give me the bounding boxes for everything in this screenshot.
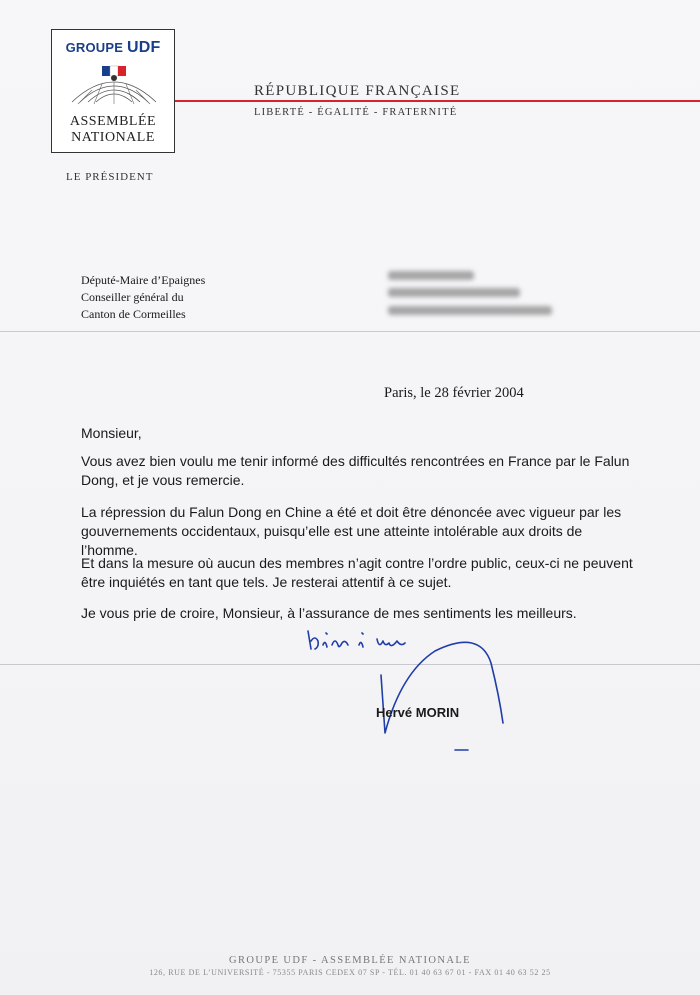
paragraph: Je vous prie de croire, Monsieur, à l’assurance de mes sentiments les meilleurs.: [81, 605, 577, 621]
paragraph: La répression du Falun Dong en Chine a été et doit être dénoncée avec vigueur par les gouvernements occidentaux, puisqu’elle est une atteinte intolérable aux droits de l’homme.: [81, 504, 622, 558]
footer-organization: GROUPE UDF - ASSEMBLÉE NATIONALE: [229, 955, 471, 966]
country-heading: RÉPUBLIQUE FRANÇAISE: [254, 83, 461, 99]
motto: LIBERTÉ - ÉGALITÉ - FRATERNITÉ: [254, 107, 458, 118]
sender-line: Député-Maire d’Epaignes: [81, 273, 206, 287]
sender-block: [81, 272, 205, 323]
paragraph: Et dans la mesure où aucun des membres n’agit contre l’ordre public, ceux-ci ne peuvent être inquiétés en tant que tels. Je resterai attentif à ce sujet.: [81, 555, 633, 590]
logo-group-prefix: GROUPE: [65, 40, 124, 55]
paragraph: Vous avez bien voulu me tenir informé des difficultés rencontrées en France par le Falun Dong, et je vous remercie.: [81, 453, 630, 488]
sender-line: Conseiller général du: [81, 290, 184, 304]
logo-assembly-line1: ASSEMBLÉE: [69, 114, 157, 129]
hemicycle-icon: [64, 60, 164, 110]
footer-address: 126, RUE DE L’UNIVERSITÉ - 75355 PARIS CEDEX 07 SP - TÉL. 01 40 63 67 01 - FAX 01 40 63 52 25: [149, 968, 551, 977]
letter-date: Paris, le 28 février 2004: [384, 385, 524, 401]
logo-assembly-line2: NATIONALE: [71, 130, 155, 145]
fold-line: [0, 331, 700, 332]
handwritten-signature: [305, 623, 525, 758]
logo-assembly: [52, 114, 174, 146]
redacted-address-line: [388, 288, 520, 297]
logo-group-title: [52, 39, 174, 57]
redacted-address-line: [388, 271, 474, 280]
salutation: Monsieur,: [81, 425, 142, 441]
header-rule: [175, 100, 700, 102]
signer-name: Hervé MORIN: [376, 705, 460, 720]
president-label: LE PRÉSIDENT: [66, 171, 154, 183]
udf-logo: [51, 29, 175, 153]
logo-group-name: UDF: [126, 39, 161, 56]
sender-line: Canton de Cormeilles: [81, 307, 186, 321]
redacted-address-line: [388, 306, 552, 315]
